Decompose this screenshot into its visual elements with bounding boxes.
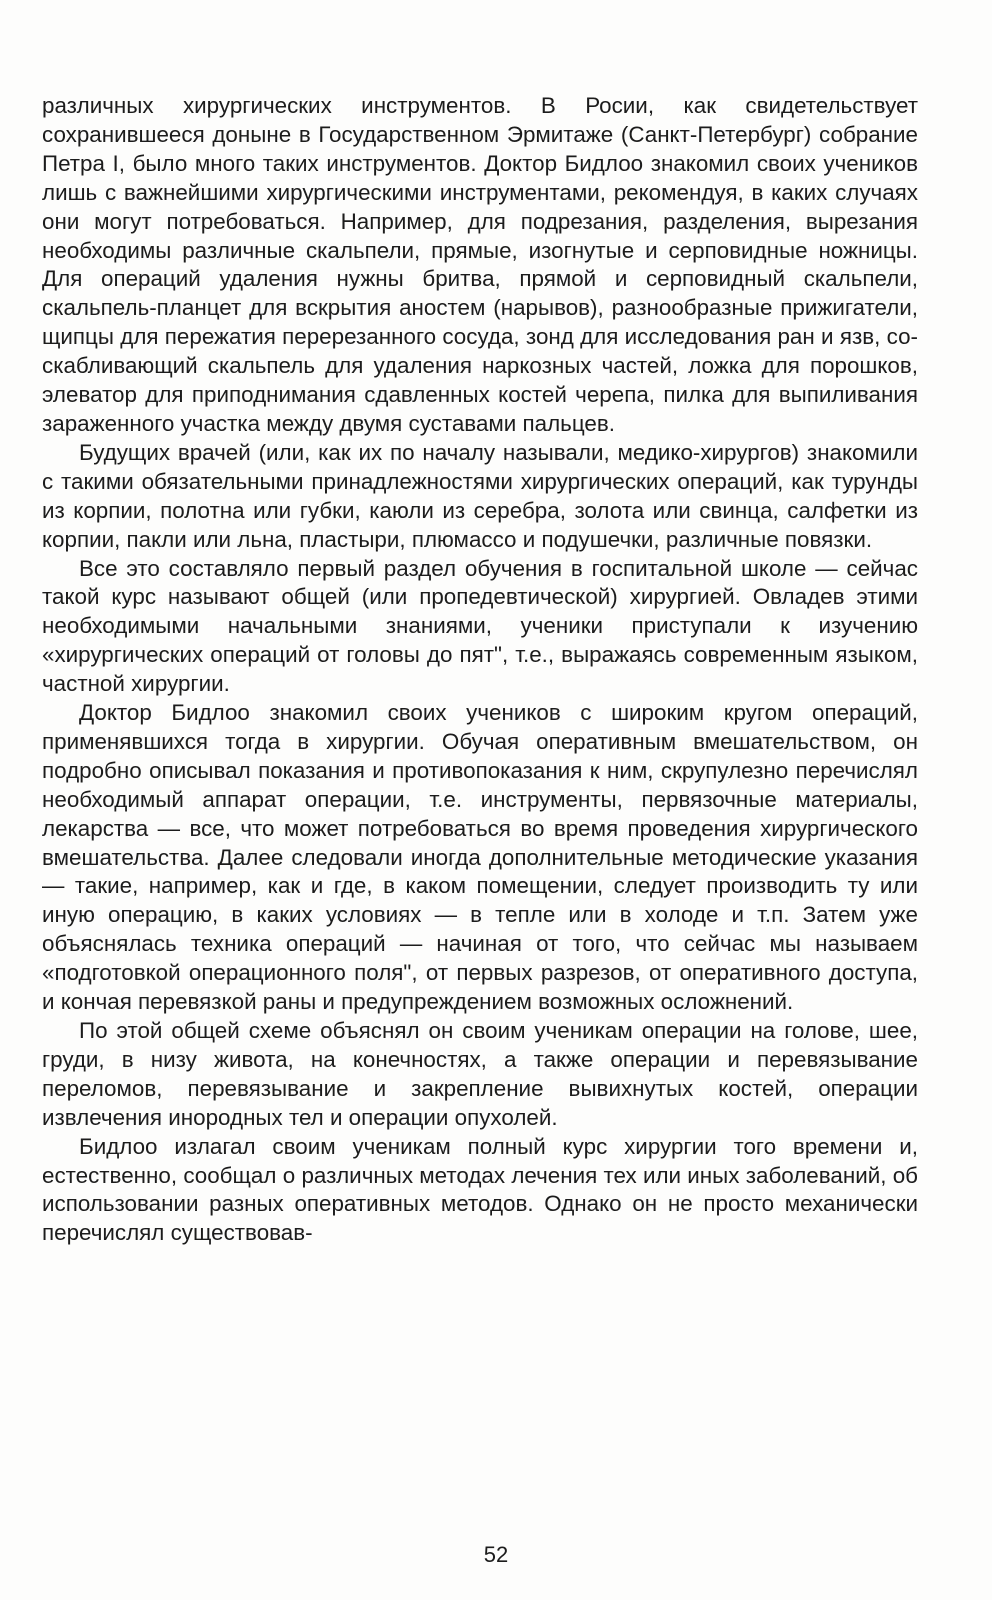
paragraph-2: Будущих врачей (или, как их по началу называли, медико-хирургов) знакомили с такими обязательными принадлежностями хирургических операций, как турунды из корпии, полотна или губки, каюли из серебра, золота или свинца, салфетки из корпии, пакли или льна, пластыри, плюмассо и подушечки, различные повязки. bbox=[42, 439, 918, 552]
page-number: 52 bbox=[483, 1542, 509, 1567]
paragraph-6: Бидлоо излагал своим ученикам полный курс хирургии того времени и, естественно, сообщал о различных методах лечения тех или иных заболеваний, об использовании разных оперативных методов. Однако он не просто механически перечислял существовав- bbox=[42, 1133, 918, 1246]
paragraph-3: Все это составляло первый раздел обучения в госпитальной школе — сейчас такой курс называют общей (или пропедевтической) хирургией. Овладев этими необходимыми начальными знаниями, ученики приступали к изучению «хирургических операций от головы до пят", т.е., выражаясь современным языком, частной хирургии. bbox=[42, 555, 918, 697]
paragraph-1: различных хирургических инструментов. В Росии, как свидетельствует сохранившееся доныне в Государственном Эрмитаже (Санкт-Петербург) собрание Петра I, было много таких инструментов. Доктор Бидлоо знакомил своих учеников лишь с важнейшими хирургическими инструментами, рекомендуя, в каких случаях они могут потребоваться. Например, для подрезания, разделения, вырезания необходимы различные скальпели, прямые, изогнутые и серповидные ножницы. Для операций удаления нужны бритва, прямой и серповидный скальпели, скальпель-планцет для вскрытия аностем (нарывов), разнообразные прижигатели, щипцы для пережатия перерезанного сосуда, зонд для исследования ран и язв, соскабливающий скальпель для удаления наркозных частей, ложка для порошков, элеватор для приподнимания сдавленных костей черепа, пилка для выпиливания зараженного участка между двумя суставами пальцев. bbox=[42, 93, 918, 436]
body-text bbox=[42, 92, 918, 1248]
paragraph-4: Доктор Бидлоо знакомил своих учеников с широким кругом операций, применявшихся тогда в хирургии. Обучая оперативным вмешательством, он подробно описывал показания и противопоказания к ним, скрупулезно перечислял необходимый аппарат операции, т.е. инструменты, первязочные материалы, лекарства — все, что может потребоваться во время проведения хирургического вмешательства. Далее следовали иногда дополнительные методические указания — такие, например, как и где, в каком помещении, следует производить ту или иную операцию, в каких условиях — в тепле или в холоде и т.п. Затем уже объяснялась техника операций — начиная от того, что сейчас мы называем «подготовкой операционного поля", от первых разрезов, от оперативного доступа, и кончая перевязкой раны и предупреждением возможных осложнений. bbox=[42, 700, 918, 1015]
paragraph-5: По этой общей схеме объяснял он своим ученикам операции на голове, шее, груди, в низу живота, на конечностях, а также операции и перевязывание переломов, перевязывание и закрепление вывихнутых костей, операции извлечения инородных тел и операции опухолей. bbox=[42, 1018, 918, 1130]
